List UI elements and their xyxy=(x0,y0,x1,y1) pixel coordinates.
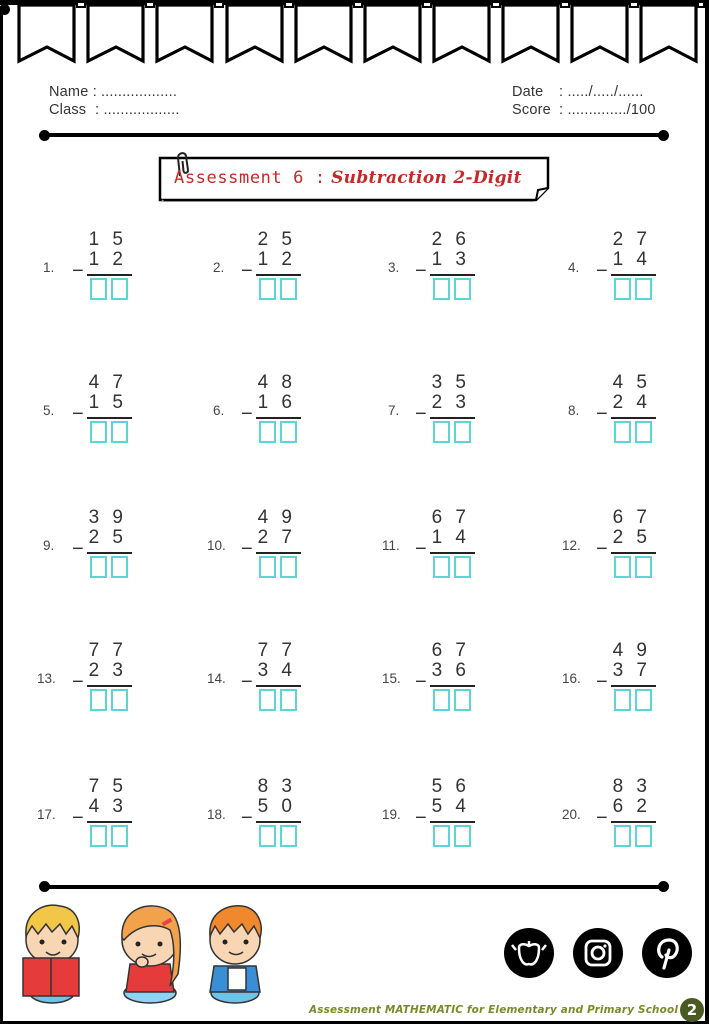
bottom-divider xyxy=(44,885,664,889)
answer-line xyxy=(611,552,656,554)
answer-line xyxy=(87,685,132,687)
answer-box-tens[interactable] xyxy=(259,421,276,443)
minus-sign: − xyxy=(596,403,608,425)
subtrahend: 2 3 xyxy=(431,392,470,413)
minus-sign: − xyxy=(72,260,84,282)
minus-sign: − xyxy=(596,260,608,282)
answer-box-tens[interactable] xyxy=(433,421,450,443)
answer-line xyxy=(256,552,301,554)
score-label: Score xyxy=(512,102,551,118)
minuend: 2 5 xyxy=(257,229,296,250)
problem-number: 19. xyxy=(382,807,401,822)
answer-box-tens[interactable] xyxy=(90,825,107,847)
pinterest-icon[interactable] xyxy=(642,928,692,978)
minuend: 4 9 xyxy=(612,640,651,661)
problem-number: 8. xyxy=(568,403,580,418)
answer-box-ones[interactable] xyxy=(111,421,128,443)
class-field[interactable]: : .................. xyxy=(95,102,180,118)
minus-sign: − xyxy=(241,807,253,829)
minuend: 2 7 xyxy=(612,229,651,250)
problem-number: 10. xyxy=(207,538,226,553)
name-row xyxy=(49,83,180,101)
divider-dot-right xyxy=(658,881,669,892)
minuend: 6 7 xyxy=(612,507,651,528)
subtrahend: 1 4 xyxy=(431,527,470,548)
subtrahend: 5 0 xyxy=(257,796,296,817)
answer-box-tens[interactable] xyxy=(433,278,450,300)
answer-line xyxy=(87,821,132,823)
subtrahend: 2 5 xyxy=(88,527,127,548)
problem-number: 2. xyxy=(213,260,225,275)
title-banner xyxy=(158,156,550,200)
subtrahend: 1 6 xyxy=(257,392,296,413)
problem-number: 7. xyxy=(388,403,400,418)
minus-sign: − xyxy=(596,538,608,560)
minus-sign: − xyxy=(596,671,608,693)
minus-sign: − xyxy=(415,260,427,282)
answer-box-ones[interactable] xyxy=(635,278,652,300)
problem-number: 20. xyxy=(562,807,581,822)
minuend: 6 7 xyxy=(431,640,470,661)
subtrahend: 3 4 xyxy=(257,660,296,681)
answer-box-ones[interactable] xyxy=(454,825,471,847)
answer-box-tens[interactable] xyxy=(259,278,276,300)
boy-writing-icon xyxy=(210,906,261,1003)
page-border-right xyxy=(705,0,709,1024)
minuend: 4 9 xyxy=(257,507,296,528)
answer-box-tens[interactable] xyxy=(259,689,276,711)
minuend: 4 5 xyxy=(612,372,651,393)
answer-line xyxy=(611,274,656,276)
answer-box-ones[interactable] xyxy=(111,825,128,847)
minuend: 3 9 xyxy=(88,507,127,528)
answer-box-ones[interactable] xyxy=(635,421,652,443)
problem-number: 17. xyxy=(37,807,56,822)
class-label: Class xyxy=(49,102,87,118)
problem-number: 13. xyxy=(37,671,56,686)
divider-dot-right xyxy=(658,130,669,141)
subtrahend: 1 4 xyxy=(612,249,651,270)
subtrahend: 1 2 xyxy=(88,249,127,270)
answer-box-ones[interactable] xyxy=(454,556,471,578)
minus-sign: − xyxy=(415,403,427,425)
problem-number: 14. xyxy=(207,671,226,686)
answer-box-tens[interactable] xyxy=(614,689,631,711)
answer-box-ones[interactable] xyxy=(111,278,128,300)
answer-box-tens[interactable] xyxy=(90,278,107,300)
problem-number: 1. xyxy=(43,260,55,275)
subtrahend: 2 5 xyxy=(612,527,651,548)
answer-box-ones[interactable] xyxy=(111,556,128,578)
answer-box-tens[interactable] xyxy=(614,556,631,578)
minuend: 2 6 xyxy=(431,229,470,250)
minus-sign: − xyxy=(241,260,253,282)
answer-line xyxy=(611,685,656,687)
minuend: 8 3 xyxy=(257,776,296,797)
minus-sign: − xyxy=(415,807,427,829)
answer-box-tens[interactable] xyxy=(433,556,450,578)
minuend: 7 7 xyxy=(257,640,296,661)
divider-dot-left xyxy=(39,881,50,892)
minus-sign: − xyxy=(72,403,84,425)
page-border-left xyxy=(0,8,3,1022)
subtrahend: 4 3 xyxy=(88,796,127,817)
answer-box-tens[interactable] xyxy=(614,278,631,300)
minus-sign: − xyxy=(241,671,253,693)
answer-line xyxy=(430,417,475,419)
subtrahend: 2 7 xyxy=(257,527,296,548)
instagram-icon[interactable] xyxy=(573,928,623,978)
answer-line xyxy=(87,552,132,554)
answer-line xyxy=(430,685,475,687)
answer-box-ones[interactable] xyxy=(635,689,652,711)
minus-sign: − xyxy=(415,538,427,560)
minus-sign: − xyxy=(241,538,253,560)
title-assessment-number: Assessment 6 : xyxy=(174,168,326,188)
answer-box-tens[interactable] xyxy=(433,689,450,711)
subtrahend: 1 3 xyxy=(431,249,470,270)
answer-box-tens[interactable] xyxy=(90,689,107,711)
answer-box-tens[interactable] xyxy=(614,825,631,847)
answer-box-ones[interactable] xyxy=(280,278,297,300)
answer-box-tens[interactable] xyxy=(433,825,450,847)
bunting-banner-icon xyxy=(0,0,709,66)
subtrahend: 1 2 xyxy=(257,249,296,270)
answer-line xyxy=(430,274,475,276)
answer-line xyxy=(611,417,656,419)
kids-illustration-icon xyxy=(10,896,280,1011)
problem-number: 12. xyxy=(562,538,581,553)
minuend: 3 5 xyxy=(431,372,470,393)
minuend: 8 3 xyxy=(612,776,651,797)
answer-line xyxy=(256,821,301,823)
name-field[interactable]: .................. xyxy=(100,84,178,100)
answer-box-ones[interactable] xyxy=(454,689,471,711)
answer-line xyxy=(611,821,656,823)
minuend: 7 5 xyxy=(88,776,127,797)
answer-box-ones[interactable] xyxy=(280,556,297,578)
minus-sign: − xyxy=(415,671,427,693)
minuend: 5 6 xyxy=(431,776,470,797)
minus-sign: − xyxy=(72,538,84,560)
answer-box-ones[interactable] xyxy=(454,421,471,443)
answer-line xyxy=(256,417,301,419)
answer-line xyxy=(87,417,132,419)
score-field[interactable]: : ............../100 xyxy=(559,102,656,118)
class-row xyxy=(49,101,180,119)
answer-line xyxy=(430,552,475,554)
subtrahend: 1 5 xyxy=(88,392,127,413)
boy-reading-icon xyxy=(23,905,79,1003)
answer-line xyxy=(256,685,301,687)
girl-thinking-icon xyxy=(122,906,180,1003)
teachers-pay-teachers-icon[interactable] xyxy=(504,928,554,978)
subtrahend: 3 6 xyxy=(431,660,470,681)
answer-line xyxy=(256,274,301,276)
problem-number: 5. xyxy=(43,403,55,418)
subtrahend: 5 4 xyxy=(431,796,470,817)
minuend: 4 7 xyxy=(88,372,127,393)
top-divider xyxy=(44,133,664,137)
subtrahend: 6 2 xyxy=(612,796,651,817)
date-label: Date xyxy=(512,84,544,100)
date-field[interactable]: : ...../...../...... xyxy=(559,84,644,100)
problem-number: 18. xyxy=(207,807,226,822)
answer-box-ones[interactable] xyxy=(635,556,652,578)
student-info xyxy=(49,83,180,119)
answer-line xyxy=(87,274,132,276)
answer-box-ones[interactable] xyxy=(454,278,471,300)
answer-box-ones[interactable] xyxy=(111,689,128,711)
answer-box-tens[interactable] xyxy=(259,556,276,578)
answer-line xyxy=(430,821,475,823)
page-number-badge: 2 xyxy=(680,998,704,1022)
minuend: 6 7 xyxy=(431,507,470,528)
problem-number: 15. xyxy=(382,671,401,686)
problem-number: 9. xyxy=(43,538,55,553)
subtrahend: 2 4 xyxy=(612,392,651,413)
minus-sign: − xyxy=(72,671,84,693)
answer-box-ones[interactable] xyxy=(280,689,297,711)
divider-dot-left xyxy=(39,130,50,141)
answer-box-tens[interactable] xyxy=(614,421,631,443)
footer-text: Assessment MATHEMATIC for Elementary and Primary School xyxy=(309,1004,679,1016)
score-row xyxy=(512,101,656,119)
subtrahend: 3 7 xyxy=(612,660,651,681)
date-row xyxy=(512,83,656,101)
name-label: Name : xyxy=(49,84,97,100)
answer-box-ones[interactable] xyxy=(635,825,652,847)
title-topic: Subtraction 2-Digit xyxy=(331,168,522,188)
problem-number: 4. xyxy=(568,260,580,275)
answer-box-tens[interactable] xyxy=(90,421,107,443)
problem-number: 16. xyxy=(562,671,581,686)
answer-box-ones[interactable] xyxy=(280,825,297,847)
answer-box-tens[interactable] xyxy=(90,556,107,578)
minus-sign: − xyxy=(596,807,608,829)
date-score-info xyxy=(512,83,656,119)
minuend: 7 7 xyxy=(88,640,127,661)
minus-sign: − xyxy=(241,403,253,425)
page-title xyxy=(174,168,522,188)
answer-box-ones[interactable] xyxy=(280,421,297,443)
problem-number: 6. xyxy=(213,403,225,418)
problem-number: 3. xyxy=(388,260,400,275)
problem-number: 11. xyxy=(382,538,400,553)
minus-sign: − xyxy=(72,807,84,829)
minuend: 1 5 xyxy=(88,229,127,250)
minuend: 4 8 xyxy=(257,372,296,393)
subtrahend: 2 3 xyxy=(88,660,127,681)
answer-box-tens[interactable] xyxy=(259,825,276,847)
